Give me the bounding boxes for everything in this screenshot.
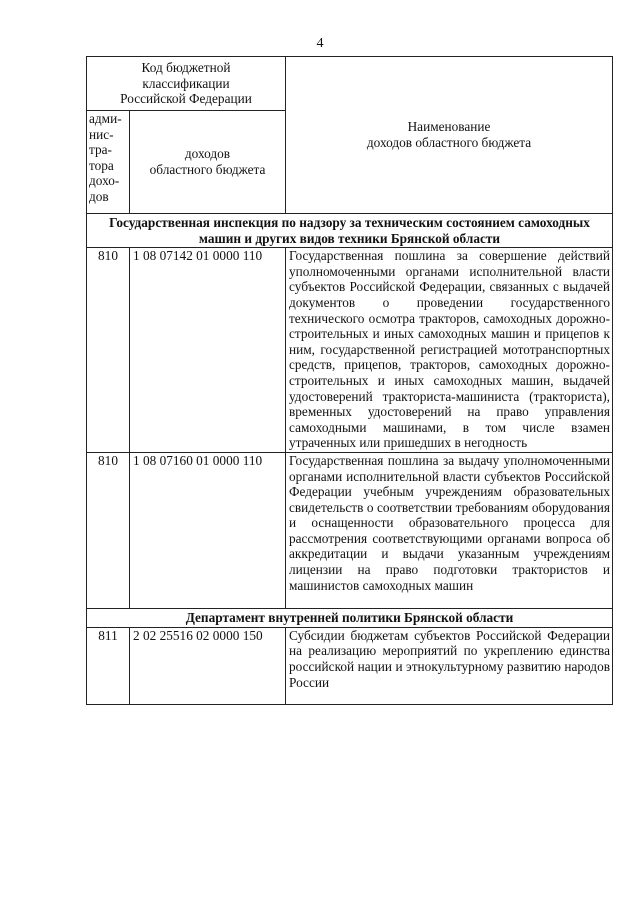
budget-code: 1 08 07160 01 0000 110 xyxy=(130,452,286,608)
table-row xyxy=(87,627,613,704)
revenue-name: Государственная пошлина за совершение действий уполномоченными органами исполнительной власти субъектов Российской Федерации, связанных с выдачей документов о проведении государственного технического осмотра тракторов, самоходных дорожно-строительных и иных самоходных машин и прицепов к ним, государственной регистрацией мототранспортных средств, прицепов, тракторов, самоходных дорожно-строительных и иных самоходных машин, выдачей удостоверений тракториста-машиниста (тракториста), временных удостоверений на право управления самоходными машинами, в том числе взамен утраченных или пришедших в негодность xyxy=(286,248,613,453)
admin-code: 810 xyxy=(87,452,130,608)
header-name xyxy=(286,57,613,214)
budget-classification-table xyxy=(86,56,613,705)
header-admin xyxy=(87,111,130,214)
header-dohod-label: доходов областного бюджета xyxy=(149,146,266,177)
table-row xyxy=(87,452,613,608)
header-dohod xyxy=(130,111,286,214)
admin-code: 811 xyxy=(87,627,130,704)
section-row xyxy=(87,609,613,628)
header-kbk xyxy=(87,57,286,111)
section-title: Департамент внутренней политики Брянской области xyxy=(87,609,613,628)
budget-code: 1 08 07142 01 0000 110 xyxy=(130,248,286,453)
section-title: Государственная инспекция по надзору за техническим состоянием самоходных машин и других видов техники Брянской области xyxy=(87,214,613,248)
table-header-row xyxy=(87,57,613,111)
budget-code: 2 02 25516 02 0000 150 xyxy=(130,627,286,704)
revenue-name: Государственная пошлина за выдачу уполномоченными органами исполнительной власти субъектов Российской Федерации учебным учреждениям образовательных свидетельств о соответствии требованиям оборудования и оснащенности образовательного процесса для рассмотрения соответствующими органами вопроса об аккредитации и выдачи указанным учреждениям лицензии на право подготовки трактористов и машинистов самоходных машин xyxy=(286,452,613,608)
revenue-name: Субсидии бюджетам субъектов Российской Федерации на реализацию мероприятий по укреплению единства российской нации и этнокультурному развитию народов России xyxy=(286,627,613,704)
admin-code: 810 xyxy=(87,248,130,453)
header-admin-label: адми- нис- тра- тора дохо- дов xyxy=(89,111,122,204)
section-row xyxy=(87,214,613,248)
table-row xyxy=(87,248,613,453)
header-name-label: Наименование доходов областного бюджета xyxy=(366,119,532,150)
header-kbk-label: Код бюджетной классификации Российской Федерации xyxy=(120,60,252,107)
page-number: 4 xyxy=(316,36,324,51)
